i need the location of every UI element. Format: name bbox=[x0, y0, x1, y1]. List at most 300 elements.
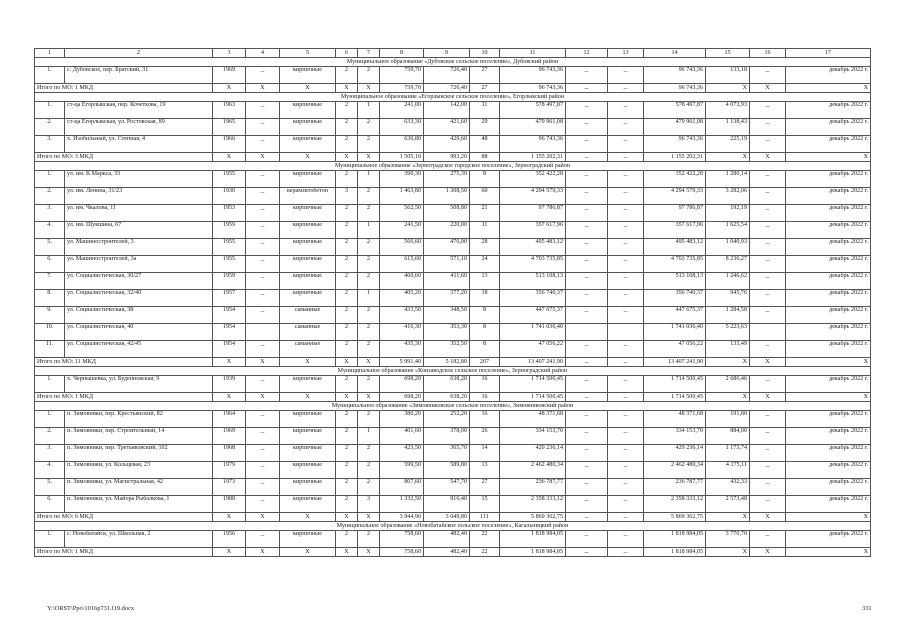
table-cell: – bbox=[750, 290, 786, 307]
total-cell: X bbox=[750, 153, 786, 162]
table-cell: 380,20 bbox=[380, 411, 424, 428]
table-cell: декабрь 2022 г. bbox=[786, 445, 871, 462]
total-cell: X bbox=[358, 548, 380, 557]
table-cell: 96 743,36 bbox=[500, 136, 566, 153]
table-cell: – bbox=[608, 496, 644, 513]
building-row bbox=[35, 445, 871, 462]
table-cell: декабрь 2022 г. bbox=[786, 411, 871, 428]
table-cell: 2 bbox=[358, 273, 380, 290]
total-cell: – bbox=[608, 358, 644, 367]
table-cell: ст-ца Егорлыкская, ул. Ростовская, 89 bbox=[65, 119, 213, 136]
table-cell: 589,80 bbox=[424, 462, 470, 479]
total-cell: 22 bbox=[470, 548, 500, 557]
municipality-section-title-row bbox=[35, 58, 871, 67]
table-cell: 1 625,54 bbox=[706, 222, 750, 239]
table-cell: 2 bbox=[358, 136, 380, 153]
table-cell: х. Чернышевка, ул. Буденновская, 9 bbox=[65, 376, 213, 393]
total-cell: – bbox=[566, 153, 608, 162]
table-cell: с. Новобатайск, ул. Школьная, 2 bbox=[65, 531, 213, 548]
table-cell: декабрь 2022 г. bbox=[786, 376, 871, 393]
column-number-cell: 2 bbox=[65, 49, 213, 58]
table-cell: 513 108,13 bbox=[500, 273, 566, 290]
total-cell: X bbox=[336, 153, 358, 162]
table-cell: – bbox=[608, 445, 644, 462]
table-cell: – bbox=[246, 102, 280, 119]
table-cell: – bbox=[750, 376, 786, 393]
table-cell: 2 bbox=[336, 205, 358, 222]
table-cell: 2. bbox=[35, 188, 65, 205]
table-cell: 241,50 bbox=[380, 222, 424, 239]
table-cell: 47 056,22 bbox=[500, 341, 566, 358]
table-cell: 432,33 bbox=[706, 479, 750, 496]
table-cell: декабрь 2022 г. bbox=[786, 428, 871, 445]
column-number-cell: 1 bbox=[35, 49, 65, 58]
table-cell: декабрь 2022 г. bbox=[786, 239, 871, 256]
table-cell: декабрь 2022 г. bbox=[786, 324, 871, 341]
municipality-total-row bbox=[35, 393, 871, 402]
table-cell: 429 236,14 bbox=[500, 445, 566, 462]
total-label: Итого по МО: 1 МКД bbox=[35, 548, 213, 557]
table-cell: 48 bbox=[470, 136, 500, 153]
table-cell: 10. bbox=[35, 324, 65, 341]
total-cell: 207 bbox=[470, 358, 500, 367]
table-cell: 758,60 bbox=[380, 531, 424, 548]
total-cell: X bbox=[750, 84, 786, 93]
table-cell: 1969 bbox=[213, 67, 246, 84]
total-cell: X bbox=[750, 393, 786, 402]
table-cell: 4. bbox=[35, 222, 65, 239]
total-cell: 5 869 362,75 bbox=[644, 513, 706, 522]
total-cell: – bbox=[608, 548, 644, 557]
municipality-section-title-row bbox=[35, 93, 871, 102]
table-cell: 495 483,12 bbox=[500, 239, 566, 256]
table-cell: 630,80 bbox=[380, 136, 424, 153]
table-cell: 2 462 480,34 bbox=[644, 462, 706, 479]
total-cell: 1 818 984,05 bbox=[644, 548, 706, 557]
municipality-title: Муниципальное образование «Зерноградское городское поселение», Зерноградский район bbox=[35, 162, 871, 171]
table-cell: 1964 bbox=[213, 411, 246, 428]
table-cell: 1953 bbox=[213, 205, 246, 222]
table-cell: 1969 bbox=[213, 428, 246, 445]
table-cell: 2 bbox=[336, 445, 358, 462]
table-cell: – bbox=[246, 171, 280, 188]
table-cell: – bbox=[246, 341, 280, 358]
table-cell bbox=[246, 324, 280, 341]
table-cell: х. Изобильный, ул. Степная, 4 bbox=[65, 136, 213, 153]
table-cell: 377,20 bbox=[424, 290, 470, 307]
table-cell: 2 358 333,12 bbox=[500, 496, 566, 513]
table-cell: 3. bbox=[35, 205, 65, 222]
table-cell: 3. bbox=[35, 445, 65, 462]
table-cell: 578 497,87 bbox=[644, 102, 706, 119]
total-cell: 3 049,80 bbox=[424, 513, 470, 522]
table-cell: 945,76 bbox=[706, 290, 750, 307]
total-cell: X bbox=[786, 513, 871, 522]
table-cell: 2 bbox=[358, 462, 380, 479]
table-cell: декабрь 2022 г. bbox=[786, 531, 871, 548]
table-cell: 1 714 500,45 bbox=[500, 376, 566, 393]
column-number-cell: 10 bbox=[470, 49, 500, 58]
building-row bbox=[35, 376, 871, 393]
table-cell: 2 358 333,12 bbox=[644, 496, 706, 513]
table-cell: 1. bbox=[35, 102, 65, 119]
table-cell: 2 bbox=[336, 531, 358, 548]
table-cell: кирпичные bbox=[280, 256, 336, 273]
total-cell: 1 155 202,31 bbox=[644, 153, 706, 162]
total-cell: X bbox=[706, 393, 750, 402]
total-cell: X bbox=[336, 513, 358, 522]
table-cell bbox=[750, 324, 786, 341]
table-cell: – bbox=[566, 222, 608, 239]
table-cell: 191,80 bbox=[706, 411, 750, 428]
total-cell: – bbox=[566, 393, 608, 402]
table-cell: кирпичные bbox=[280, 445, 336, 462]
table-cell: 435,30 bbox=[380, 341, 424, 358]
table-cell: кирпичные bbox=[280, 531, 336, 548]
table-cell: 447 675,37 bbox=[500, 307, 566, 324]
column-number-cell: 17 bbox=[786, 49, 871, 58]
table-cell: – bbox=[608, 479, 644, 496]
table-cell: – bbox=[608, 119, 644, 136]
table-cell: 2 bbox=[336, 496, 358, 513]
table-cell: 4 175,11 bbox=[706, 462, 750, 479]
table-cell: 2 bbox=[336, 290, 358, 307]
column-number-cell: 3 bbox=[213, 49, 246, 58]
table-cell: 5 223,63 bbox=[706, 324, 750, 341]
table-cell: 97 786,87 bbox=[644, 205, 706, 222]
table-cell: – bbox=[246, 205, 280, 222]
table-cell: 2 bbox=[336, 119, 358, 136]
table-cell: – bbox=[566, 496, 608, 513]
total-cell: – bbox=[608, 153, 644, 162]
table-cell: – bbox=[246, 376, 280, 393]
table-cell: 365,70 bbox=[424, 445, 470, 462]
table-cell: 1959 bbox=[213, 273, 246, 290]
total-cell: – bbox=[566, 548, 608, 557]
table-cell: кирпичные bbox=[280, 428, 336, 445]
table-cell: п. Зимовники, ул. Майора Рыбалкова, 1 bbox=[65, 496, 213, 513]
table-cell: 18 bbox=[470, 290, 500, 307]
table-cell: 334 153,70 bbox=[500, 428, 566, 445]
municipality-title: Муниципальное образование «Дубовское сельское поселение», Дубовский район bbox=[35, 58, 871, 67]
municipality-total-row bbox=[35, 358, 871, 367]
table-cell: – bbox=[246, 67, 280, 84]
table-cell: – bbox=[608, 171, 644, 188]
table-cell: – bbox=[750, 239, 786, 256]
table-cell: – bbox=[246, 428, 280, 445]
table-cell: 4 073,93 bbox=[706, 102, 750, 119]
table-cell: п. Зимовники, ул. Магистральная, 42 bbox=[65, 479, 213, 496]
table-cell: 2 bbox=[336, 479, 358, 496]
municipality-section-title-row bbox=[35, 522, 871, 531]
table-cell: – bbox=[246, 273, 280, 290]
table-cell: 1988 bbox=[213, 496, 246, 513]
total-cell: X bbox=[280, 358, 336, 367]
total-cell: 5 869 362,75 bbox=[500, 513, 566, 522]
total-cell: X bbox=[213, 393, 246, 402]
table-cell: 352 422,28 bbox=[644, 171, 706, 188]
table-cell: 2. bbox=[35, 428, 65, 445]
table-cell: 3 282,06 bbox=[706, 188, 750, 205]
table-cell: – bbox=[246, 256, 280, 273]
table-cell: 96 743,36 bbox=[644, 136, 706, 153]
table-cell: – bbox=[608, 307, 644, 324]
total-cell: X bbox=[358, 393, 380, 402]
table-cell: 225,19 bbox=[706, 136, 750, 153]
building-row bbox=[35, 256, 871, 273]
table-cell: – bbox=[750, 428, 786, 445]
total-cell: 5 182,80 bbox=[424, 358, 470, 367]
table-cell: 1965 bbox=[213, 119, 246, 136]
table-cell: кирпичные bbox=[280, 273, 336, 290]
total-cell: X bbox=[706, 153, 750, 162]
housing-register-table bbox=[34, 48, 871, 557]
total-cell: X bbox=[786, 548, 871, 557]
total-cell: X bbox=[336, 393, 358, 402]
table-cell: 4 294 579,33 bbox=[644, 188, 706, 205]
table-cell: декабрь 2022 г. bbox=[786, 462, 871, 479]
total-cell: 638,20 bbox=[424, 393, 470, 402]
table-cell: декабрь 2022 г. bbox=[786, 136, 871, 153]
table-cell: 2 bbox=[358, 411, 380, 428]
table-cell: 633,30 bbox=[380, 119, 424, 136]
table-cell: ул. Социалистическая, 32/40 bbox=[65, 290, 213, 307]
table-cell: 22 bbox=[470, 531, 500, 548]
table-cell: 759,70 bbox=[380, 67, 424, 84]
table-cell: кирпичные bbox=[280, 102, 336, 119]
total-cell: – bbox=[608, 513, 644, 522]
table-cell: 24 bbox=[470, 256, 500, 273]
municipality-section-title-row bbox=[35, 367, 871, 376]
total-cell: 96 743,36 bbox=[644, 84, 706, 93]
total-cell: 698,20 bbox=[380, 393, 424, 402]
table-cell: 16 bbox=[470, 411, 500, 428]
table-cell: 2 bbox=[336, 273, 358, 290]
total-cell: – bbox=[608, 393, 644, 402]
table-cell: 27 bbox=[470, 479, 500, 496]
total-cell: 111 bbox=[470, 513, 500, 522]
column-number-cell: 11 bbox=[500, 49, 566, 58]
table-cell: 1963 bbox=[213, 102, 246, 119]
table-cell: 11 bbox=[470, 102, 500, 119]
table-cell: – bbox=[750, 67, 786, 84]
table-cell: декабрь 2022 г. bbox=[786, 496, 871, 513]
table-cell: 11. bbox=[35, 341, 65, 358]
table-cell bbox=[608, 324, 644, 341]
table-cell: 2 bbox=[336, 307, 358, 324]
table-cell: – bbox=[246, 222, 280, 239]
table-cell: декабрь 2022 г. bbox=[786, 119, 871, 136]
table-cell: 1 284,58 bbox=[706, 307, 750, 324]
table-cell: 495 483,12 bbox=[644, 239, 706, 256]
table-cell: 241,00 bbox=[380, 102, 424, 119]
table-cell: – bbox=[608, 462, 644, 479]
table-cell: – bbox=[566, 188, 608, 205]
table-cell: саманные bbox=[280, 341, 336, 358]
table-cell: 1 040,93 bbox=[706, 239, 750, 256]
table-cell: 1959 bbox=[213, 222, 246, 239]
footer-file-path: Y:\ORST\Ppo\1016p731.f19.docx bbox=[47, 605, 135, 612]
table-cell: 2 bbox=[336, 171, 358, 188]
total-cell: X bbox=[280, 548, 336, 557]
table-cell: 133,18 bbox=[706, 67, 750, 84]
table-cell: 8 bbox=[470, 171, 500, 188]
total-cell: X bbox=[358, 358, 380, 367]
table-cell: – bbox=[750, 411, 786, 428]
table-cell: 3 770,70 bbox=[706, 531, 750, 548]
municipality-title: Муниципальное образование «Егорлыкское сельское поселение», Егорлыкский район bbox=[35, 93, 871, 102]
table-cell: – bbox=[750, 222, 786, 239]
table-cell: 2 bbox=[358, 256, 380, 273]
table-cell: ул. им. К.Маркса, 33 bbox=[65, 171, 213, 188]
table-cell: 615,60 bbox=[380, 256, 424, 273]
table-cell: 1 246,62 bbox=[706, 273, 750, 290]
building-row bbox=[35, 136, 871, 153]
municipality-total-row bbox=[35, 153, 871, 162]
table-cell: – bbox=[750, 273, 786, 290]
table-cell: – bbox=[750, 531, 786, 548]
table-cell: 884,00 bbox=[706, 428, 750, 445]
table-cell: – bbox=[566, 376, 608, 393]
table-cell: декабрь 2022 г. bbox=[786, 188, 871, 205]
table-cell: 421,60 bbox=[424, 119, 470, 136]
table-cell: 405,20 bbox=[380, 290, 424, 307]
total-cell: X bbox=[213, 548, 246, 557]
table-cell: 48 371,68 bbox=[500, 411, 566, 428]
table-cell: – bbox=[566, 256, 608, 273]
table-cell: 1955 bbox=[213, 239, 246, 256]
table-cell: – bbox=[246, 411, 280, 428]
table-cell: – bbox=[566, 462, 608, 479]
table-cell: 348,50 bbox=[424, 307, 470, 324]
table-cell: декабрь 2022 г. bbox=[786, 205, 871, 222]
table-cell: декабрь 2022 г. bbox=[786, 341, 871, 358]
table-cell: 1 bbox=[358, 428, 380, 445]
table-cell: ул. Машиностроителей, 3а bbox=[65, 256, 213, 273]
total-cell: X bbox=[750, 513, 786, 522]
building-row bbox=[35, 222, 871, 239]
table-cell: 1 741 036,40 bbox=[644, 324, 706, 341]
table-cell: ул. им. Ленина, 31/23 bbox=[65, 188, 213, 205]
total-cell: – bbox=[566, 84, 608, 93]
table-cell: 236 787,77 bbox=[644, 479, 706, 496]
table-cell: ул. Социалистическая, 38 bbox=[65, 307, 213, 324]
column-number-cell: 15 bbox=[706, 49, 750, 58]
column-number-cell: 5 bbox=[280, 49, 336, 58]
building-row bbox=[35, 341, 871, 358]
table-cell: – bbox=[608, 273, 644, 290]
table-cell: 357 617,96 bbox=[644, 222, 706, 239]
table-cell: – bbox=[608, 376, 644, 393]
table-cell: – bbox=[608, 188, 644, 205]
table-cell: 1954 bbox=[213, 324, 246, 341]
table-cell: декабрь 2022 г. bbox=[786, 290, 871, 307]
total-cell: 88 bbox=[470, 153, 500, 162]
table-cell: 1. bbox=[35, 171, 65, 188]
table-cell: – bbox=[608, 341, 644, 358]
table-cell: 1968 bbox=[213, 445, 246, 462]
column-number-cell: 14 bbox=[644, 49, 706, 58]
total-cell: X bbox=[706, 84, 750, 93]
table-cell: 28 bbox=[470, 239, 500, 256]
table-cell: 1954 bbox=[213, 341, 246, 358]
table-cell: – bbox=[608, 239, 644, 256]
table-cell: 6. bbox=[35, 256, 65, 273]
table-cell: 352 422,28 bbox=[500, 171, 566, 188]
table-cell: декабрь 2022 г. bbox=[786, 67, 871, 84]
total-cell: X bbox=[213, 84, 246, 93]
building-row bbox=[35, 171, 871, 188]
table-cell: – bbox=[608, 222, 644, 239]
table-cell: 96 743,36 bbox=[500, 67, 566, 84]
total-label: Итого по МО: 3 МКД bbox=[35, 153, 213, 162]
table-cell: кирпичные bbox=[280, 222, 336, 239]
table-cell: 8. bbox=[35, 290, 65, 307]
table-cell: 1957 bbox=[213, 290, 246, 307]
building-row bbox=[35, 462, 871, 479]
total-cell: X bbox=[358, 84, 380, 93]
table-cell: 1973 bbox=[213, 479, 246, 496]
table-cell: 2 bbox=[336, 239, 358, 256]
table-cell: – bbox=[566, 479, 608, 496]
table-cell: 2 bbox=[336, 324, 358, 341]
building-row bbox=[35, 307, 871, 324]
total-cell: X bbox=[246, 513, 280, 522]
total-cell: 5 991,40 bbox=[380, 358, 424, 367]
table-cell: 4 703 735,85 bbox=[500, 256, 566, 273]
table-cell: 220,00 bbox=[424, 222, 470, 239]
table-cell: – bbox=[566, 531, 608, 548]
table-cell: – bbox=[246, 307, 280, 324]
table-cell: – bbox=[246, 136, 280, 153]
total-cell: X bbox=[786, 358, 871, 367]
table-cell: – bbox=[750, 307, 786, 324]
municipality-title: Муниципальное образование «Зимовниковское сельское поселение», Зимовниковский район bbox=[35, 402, 871, 411]
table-cell: 513 108,13 bbox=[644, 273, 706, 290]
table-cell: 698,20 bbox=[380, 376, 424, 393]
table-cell: 578 497,87 bbox=[500, 102, 566, 119]
table-cell: 2 bbox=[358, 188, 380, 205]
footer-page-number: 331 bbox=[862, 605, 872, 612]
table-cell: 27 bbox=[470, 67, 500, 84]
table-cell: 416,30 bbox=[380, 324, 424, 341]
table-cell: 6. bbox=[35, 496, 65, 513]
column-number-cell: 8 bbox=[380, 49, 424, 58]
table-cell: 3 bbox=[336, 188, 358, 205]
table-cell: кирпичные bbox=[280, 411, 336, 428]
table-cell: 2. bbox=[35, 119, 65, 136]
table-cell: 429,60 bbox=[424, 136, 470, 153]
table-cell: 5. bbox=[35, 239, 65, 256]
table-cell: 2 bbox=[336, 222, 358, 239]
table-cell: – bbox=[566, 341, 608, 358]
table-cell: 2 bbox=[358, 531, 380, 548]
table-cell: 599,50 bbox=[380, 462, 424, 479]
table-cell: 8 bbox=[470, 307, 500, 324]
table-cell: – bbox=[566, 67, 608, 84]
table-cell: – bbox=[246, 119, 280, 136]
municipality-title: Муниципальное образование «Новобатайское сельское поселение», Кагальницкий район bbox=[35, 522, 871, 531]
total-cell: 1 714 500,45 bbox=[644, 393, 706, 402]
table-cell: 4. bbox=[35, 462, 65, 479]
table-cell: 916,40 bbox=[424, 496, 470, 513]
table-cell: 9. bbox=[35, 307, 65, 324]
table-cell: 2 bbox=[358, 376, 380, 393]
table-cell: 1956 bbox=[213, 531, 246, 548]
total-cell: X bbox=[706, 513, 750, 522]
total-cell: X bbox=[246, 153, 280, 162]
table-cell: – bbox=[608, 102, 644, 119]
